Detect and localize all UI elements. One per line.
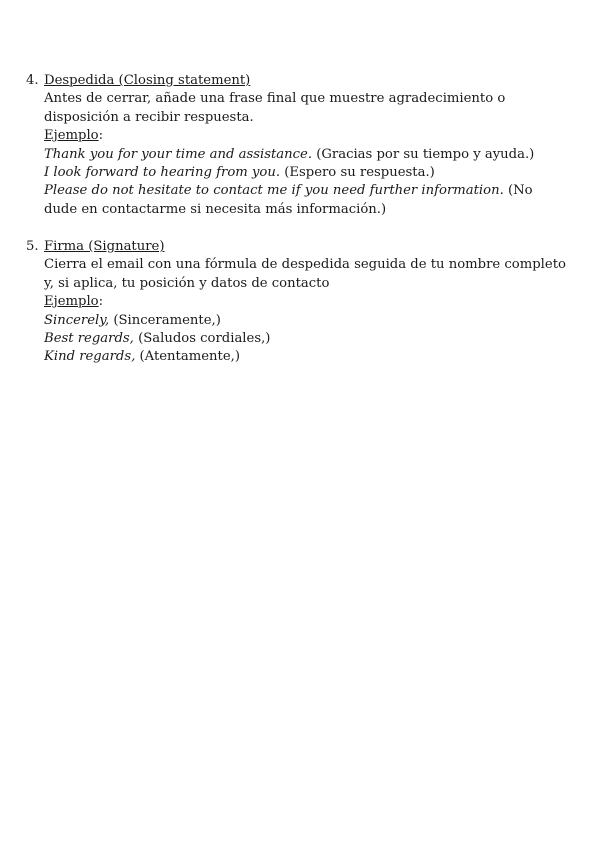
example-english: Sincerely, [44,312,110,328]
section-number: 5. [26,239,39,254]
section-heading: Despedida (Closing statement) [44,73,251,88]
example-label-line [44,127,566,145]
example-label-colon: : [98,128,104,144]
example-line [44,312,566,330]
section-body [44,238,566,367]
example-spanish: (Saludos cordiales,) [133,331,271,347]
example-line [44,164,566,182]
section-closing-statement [26,72,566,219]
example-english: Best regards, [44,331,134,347]
example-english: Please do not hesitate to contact me if you need further information. [44,183,504,199]
section-heading: Firma (Signature) [44,239,165,254]
example-label: Ejemplo [44,294,99,310]
section-body [44,72,566,219]
example-english: Thank you for your time and assistance. [44,146,313,162]
example-label: Ejemplo [44,128,99,144]
example-line [44,330,566,348]
example-line [44,146,566,164]
section-description: Antes de cerrar, añade una frase final que muestre agradecimiento o disposición a recibir respuesta. [44,91,506,125]
section-signature [26,238,566,367]
example-line [44,182,566,219]
example-spanish: (Sinceramente,) [109,312,221,328]
example-spanish: (Atentamente,) [135,349,240,365]
example-line [44,348,566,366]
example-english: I look forward to hearing from you. [44,165,281,181]
section-description: Cierra el email con una fórmula de despedida seguida de tu nombre completo y, si aplica, tu posición y datos de contacto [44,257,566,291]
example-spanish: (Espero su respuesta.) [280,165,435,181]
example-label-colon: : [98,294,104,310]
example-spanish: (Gracias por su tiempo y ayuda.) [312,146,535,162]
section-number: 4. [26,73,39,88]
example-spanish: (No dude en contactarme si necesita más información.) [44,183,533,217]
example-english: Kind regards, [44,349,136,365]
example-label-line [44,293,566,311]
